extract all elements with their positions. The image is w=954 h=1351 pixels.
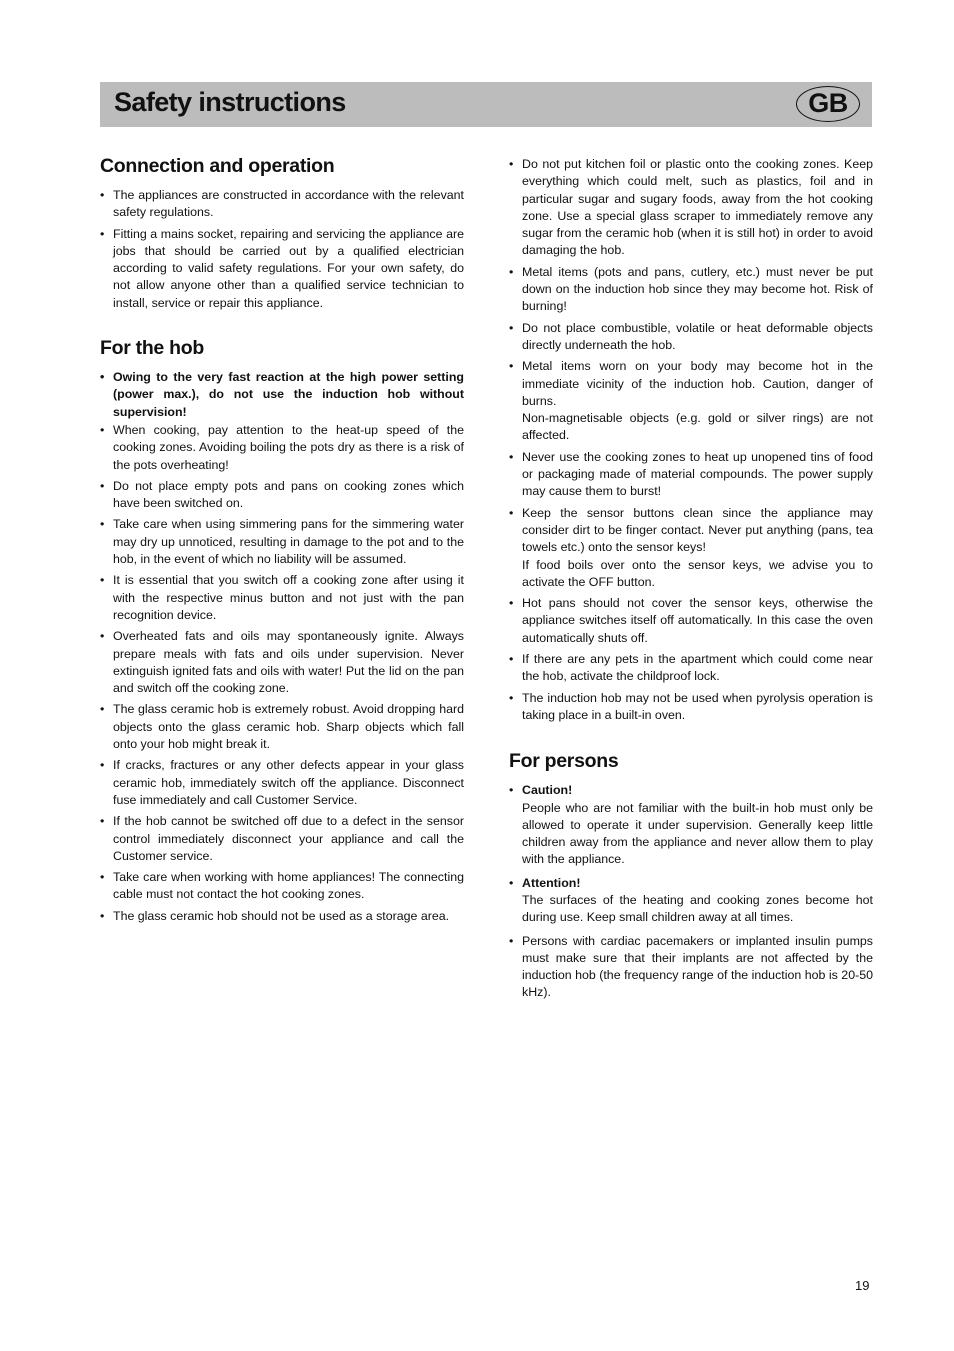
list-item	[509, 875, 873, 927]
list-item: • Take care when using simmering pans for the simmering water may dry up unnoticed, resulting in damage to the pot and to the hob, in the event of which no liability will be assumed.	[100, 516, 464, 568]
list-item: • Never use the cooking zones to heat up unopened tins of food or packaging made of material compounds. The power supply may cause them to burst!	[509, 449, 873, 501]
attention-text: The surfaces of the heating and cooking zones become hot during use. Keep small children away at all times.	[522, 892, 873, 925]
list-item	[509, 782, 873, 868]
list-item: • Metal items (pots and pans, cutlery, etc.) must never be put down on the induction hob since they may become hot. Risk of burning!	[509, 264, 873, 316]
hob-list	[100, 369, 464, 925]
list-item-text: Non-magnetisable objects (e.g. gold or silver rings) are not affected.	[522, 411, 873, 443]
attention-label: • Attention!	[522, 875, 581, 890]
hob-list-continued	[509, 156, 873, 724]
left-column	[100, 153, 464, 929]
list-item: • The appliances are constructed in accordance with the relevant safety regulations.	[100, 187, 464, 222]
list-item: • Do not place empty pots and pans on cooking zones which have been switched on.	[100, 478, 464, 513]
list-item: • Owing to the very fast reaction at the high power setting (power max.), do not use the induction hob without supervision!	[100, 369, 464, 421]
list-item	[509, 358, 873, 444]
list-item: • Overheated fats and oils may spontaneously ignite. Always prepare meals with fats and oils under supervision. Never extinguish ignited fats and oils with water! Put the lid on the pan and switch off the cooking zone.	[100, 628, 464, 697]
list-item: • The induction hob may not be used when pyrolysis operation is taking place in a built-in oven.	[509, 690, 873, 725]
list-item	[509, 505, 873, 591]
gb-badge: GB	[796, 86, 860, 122]
section-title-hob: For the hob	[100, 337, 204, 360]
list-item-text: If food boils over onto the sensor keys, we advise you to activate the OFF button.	[522, 557, 873, 589]
section-title-persons: For persons	[509, 750, 619, 773]
page-title: Safety instructions	[114, 87, 346, 117]
title-bar	[100, 82, 872, 127]
persons-list	[509, 782, 873, 1002]
list-item: • Fitting a mains socket, repairing and servicing the appliance are jobs that should be carried out by a qualified electrician according to valid safety regulations. For your own safety, do not allow anyone other than a qualified service technician to install, service or repair this appliance.	[100, 226, 464, 312]
list-item: • Persons with cardiac pacemakers or implanted insulin pumps must make sure that their implants are not affected by the induction hob (the frequency range of the induction hob is 20-50 kHz).	[509, 933, 873, 1002]
list-item: • Hot pans should not cover the sensor keys, otherwise the appliance switches itself off automatically. In this case the oven automatically shuts off.	[509, 595, 873, 647]
connection-list	[100, 187, 464, 312]
right-column	[509, 156, 873, 1006]
list-item: • Take care when working with home appliances! The connecting cable must not contact the hot cooking zones.	[100, 869, 464, 904]
list-item: • It is essential that you switch off a cooking zone after using it with the respective minus button and not just with the pan recognition device.	[100, 572, 464, 624]
list-item: • Do not place combustible, volatile or heat deformable objects directly underneath the hob.	[509, 320, 873, 355]
list-item: • If cracks, fractures or any other defects appear in your glass ceramic hob, immediately switch off the appliance. Disconnect fuse immediately and call Customer Service.	[100, 757, 464, 809]
list-item: • If there are any pets in the apartment which could come near the hob, activate the childproof lock.	[509, 651, 873, 686]
list-item: • The glass ceramic hob is extremely robust. Avoid dropping hard objects onto the glass ceramic hob. Sharp objects which fall onto your hob might break it.	[100, 701, 464, 753]
page-number: 19	[855, 1278, 870, 1293]
list-item: • The glass ceramic hob should not be used as a storage area.	[100, 908, 464, 925]
list-item-text: • Keep the sensor buttons clean since the appliance may consider dirt to be finger contact. Never put anything (pans, tea towels etc.) onto the sensor keys!	[522, 505, 873, 555]
list-item-text: • Metal items worn on your body may become hot in the immediate vicinity of the induction hob. Caution, danger of burns.	[522, 359, 873, 408]
list-item: • When cooking, pay attention to the heat-up speed of the cooking zones. Avoiding boiling the pots dry as there is a risk of the pots overheating!	[100, 422, 464, 474]
section-title-connection: Connection and operation	[100, 155, 335, 177]
list-item: • Do not put kitchen foil or plastic onto the cooking zones. Keep everything which could melt, such as plastics, foil and in particular sugar and sugary foods, away from the hot cooking zone. Use a special glass scraper to immediately remove any sugar from the ceramic hob (when it is still hot) in order to avoid damaging the hob.	[509, 156, 873, 260]
list-item: • If the hob cannot be switched off due to a defect in the sensor control immediately disconnect your appliance and call the Customer service.	[100, 813, 464, 865]
caution-text: People who are not familiar with the built-in hob must only be allowed to operate it under supervision. Generally keep little children away from the appliance and never allow them to play with the appliance.	[522, 800, 873, 867]
caution-label: • Caution!	[522, 783, 573, 798]
